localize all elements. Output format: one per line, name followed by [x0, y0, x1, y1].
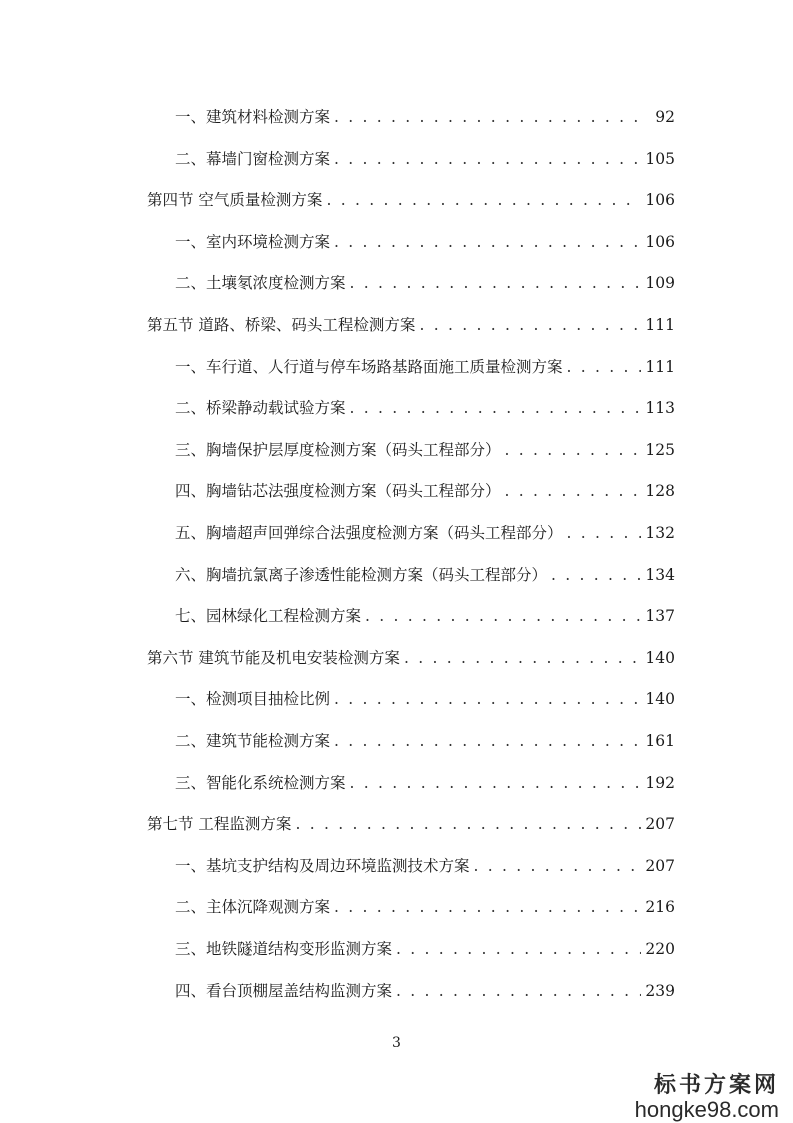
- toc-entry-row[interactable]: [175, 147, 675, 171]
- toc-page-number: 239: [645, 982, 675, 1000]
- toc-entry-title: 三、智能化系统检测方案: [175, 774, 346, 792]
- toc-entry-title: 三、地铁隧道结构变形监测方案: [175, 940, 393, 958]
- watermark: [635, 1068, 779, 1123]
- toc-dot-leader: [334, 895, 641, 919]
- toc-dot-leader: [334, 105, 649, 129]
- toc-entry-title: 二、土壤氡浓度检测方案: [175, 274, 346, 292]
- toc-dot-leader: [334, 729, 641, 753]
- toc-entry-row[interactable]: [175, 230, 675, 254]
- toc-page-number: 140: [645, 649, 675, 667]
- toc-dot-leader: [419, 313, 641, 337]
- toc-entry-title: 二、幕墙门窗检测方案: [175, 150, 331, 168]
- toc-dot-leader: [567, 521, 642, 545]
- toc-dot-leader: [551, 563, 641, 587]
- toc-dot-leader: [334, 147, 641, 171]
- toc-entry-title: 六、胸墙抗氯离子渗透性能检测方案（码头工程部分）: [175, 566, 548, 584]
- toc-dot-leader: [334, 230, 641, 254]
- toc-dot-leader: [295, 812, 641, 836]
- toc-page-number: 134: [645, 566, 675, 584]
- toc-entry-title: 二、桥梁静动载试验方案: [175, 399, 346, 417]
- toc-entry-row[interactable]: [175, 771, 675, 795]
- toc-dot-leader: [350, 396, 642, 420]
- toc-page-number: 111: [645, 316, 675, 334]
- toc-entry-title: 一、车行道、人行道与停车场路基路面施工质量检测方案: [175, 358, 563, 376]
- toc-dot-leader: [396, 979, 641, 1003]
- toc-page-number: 106: [645, 233, 675, 251]
- toc-page-number: 113: [645, 399, 675, 417]
- toc-entry-row[interactable]: [175, 604, 675, 628]
- toc-entry-title: 七、园林绿化工程检测方案: [175, 607, 362, 625]
- toc-page-number: 220: [645, 940, 675, 958]
- toc-dot-leader: [365, 604, 641, 628]
- toc-dot-leader: [474, 854, 642, 878]
- toc-dot-leader: [404, 646, 641, 670]
- toc-entry-title: 一、基坑支护结构及周边环境监测技术方案: [175, 857, 470, 875]
- toc-entry-title: 第七节 工程监测方案: [147, 815, 292, 833]
- toc-dot-leader: [350, 271, 642, 295]
- toc-dot-leader: [334, 687, 641, 711]
- toc-page-number: 132: [645, 524, 675, 542]
- toc-page-number: 161: [645, 732, 675, 750]
- toc-entry-title: 五、胸墙超声回弹综合法强度检测方案（码头工程部分）: [175, 524, 563, 542]
- toc-dot-leader: [396, 937, 641, 961]
- toc-page-number: 111: [645, 358, 675, 376]
- toc-page-number: 106: [645, 191, 675, 209]
- toc-entry-row[interactable]: [175, 563, 675, 587]
- toc-entry-title: 一、室内环境检测方案: [175, 233, 331, 251]
- toc-entry-title: 第六节 建筑节能及机电安装检测方案: [147, 649, 400, 667]
- toc-entry-row[interactable]: [175, 979, 675, 1003]
- toc-entry-row[interactable]: [175, 105, 675, 129]
- toc-page-number: 125: [645, 441, 675, 459]
- toc-entry-title: 一、建筑材料检测方案: [175, 108, 331, 126]
- toc-page-number: 137: [645, 607, 675, 625]
- toc-section-row[interactable]: [147, 646, 675, 670]
- toc-entry-title: 四、看台顶棚屋盖结构监测方案: [175, 982, 393, 1000]
- toc-entry-row[interactable]: [175, 521, 675, 545]
- toc-page-number: 128: [645, 482, 675, 500]
- toc-entry-row[interactable]: [175, 937, 675, 961]
- toc-page-number: 109: [645, 274, 675, 292]
- toc-page-number: 192: [645, 774, 675, 792]
- toc-entry-row[interactable]: [175, 895, 675, 919]
- toc-page-number: 207: [645, 857, 675, 875]
- toc-entry-title: 第四节 空气质量检测方案: [147, 191, 323, 209]
- toc-dot-leader: [350, 771, 642, 795]
- watermark-text: 标书方案网: [653, 1072, 779, 1098]
- toc-entry-title: 三、胸墙保护层厚度检测方案（码头工程部分）: [175, 441, 501, 459]
- toc-section-row[interactable]: [147, 812, 675, 836]
- toc-entry-title: 二、建筑节能检测方案: [175, 732, 331, 750]
- toc-entry-row[interactable]: [175, 729, 675, 753]
- toc-dot-leader: [567, 355, 642, 379]
- toc-section-row[interactable]: [147, 313, 675, 337]
- toc-page-number: 92: [655, 108, 675, 126]
- page-number: 3: [392, 1035, 401, 1051]
- toc-page-number: 207: [645, 815, 675, 833]
- toc-entry-row[interactable]: [175, 438, 675, 462]
- toc-entry-title: 一、检测项目抽检比例: [175, 690, 331, 708]
- toc-dot-leader: [326, 188, 641, 212]
- toc-entry-row[interactable]: [175, 854, 675, 878]
- toc-page-number: 216: [645, 898, 675, 916]
- toc-entry-row[interactable]: [175, 479, 675, 503]
- toc-entry-row[interactable]: [175, 687, 675, 711]
- toc-dot-leader: [505, 438, 642, 462]
- toc-page-number: 105: [645, 150, 675, 168]
- toc-entry-title: 第五节 道路、桥梁、码头工程检测方案: [147, 316, 416, 334]
- toc-entry-row[interactable]: [175, 271, 675, 295]
- toc-entry-row[interactable]: [175, 355, 675, 379]
- toc-dot-leader: [505, 479, 642, 503]
- toc-entry-row[interactable]: [175, 396, 675, 420]
- watermark-url: hongke98.com: [634, 1097, 779, 1122]
- toc-entry-title: 二、主体沉降观测方案: [175, 898, 331, 916]
- toc-entry-title: 四、胸墙钻芯法强度检测方案（码头工程部分）: [175, 482, 501, 500]
- toc-section-row[interactable]: [147, 188, 675, 212]
- toc-page-number: 140: [645, 690, 675, 708]
